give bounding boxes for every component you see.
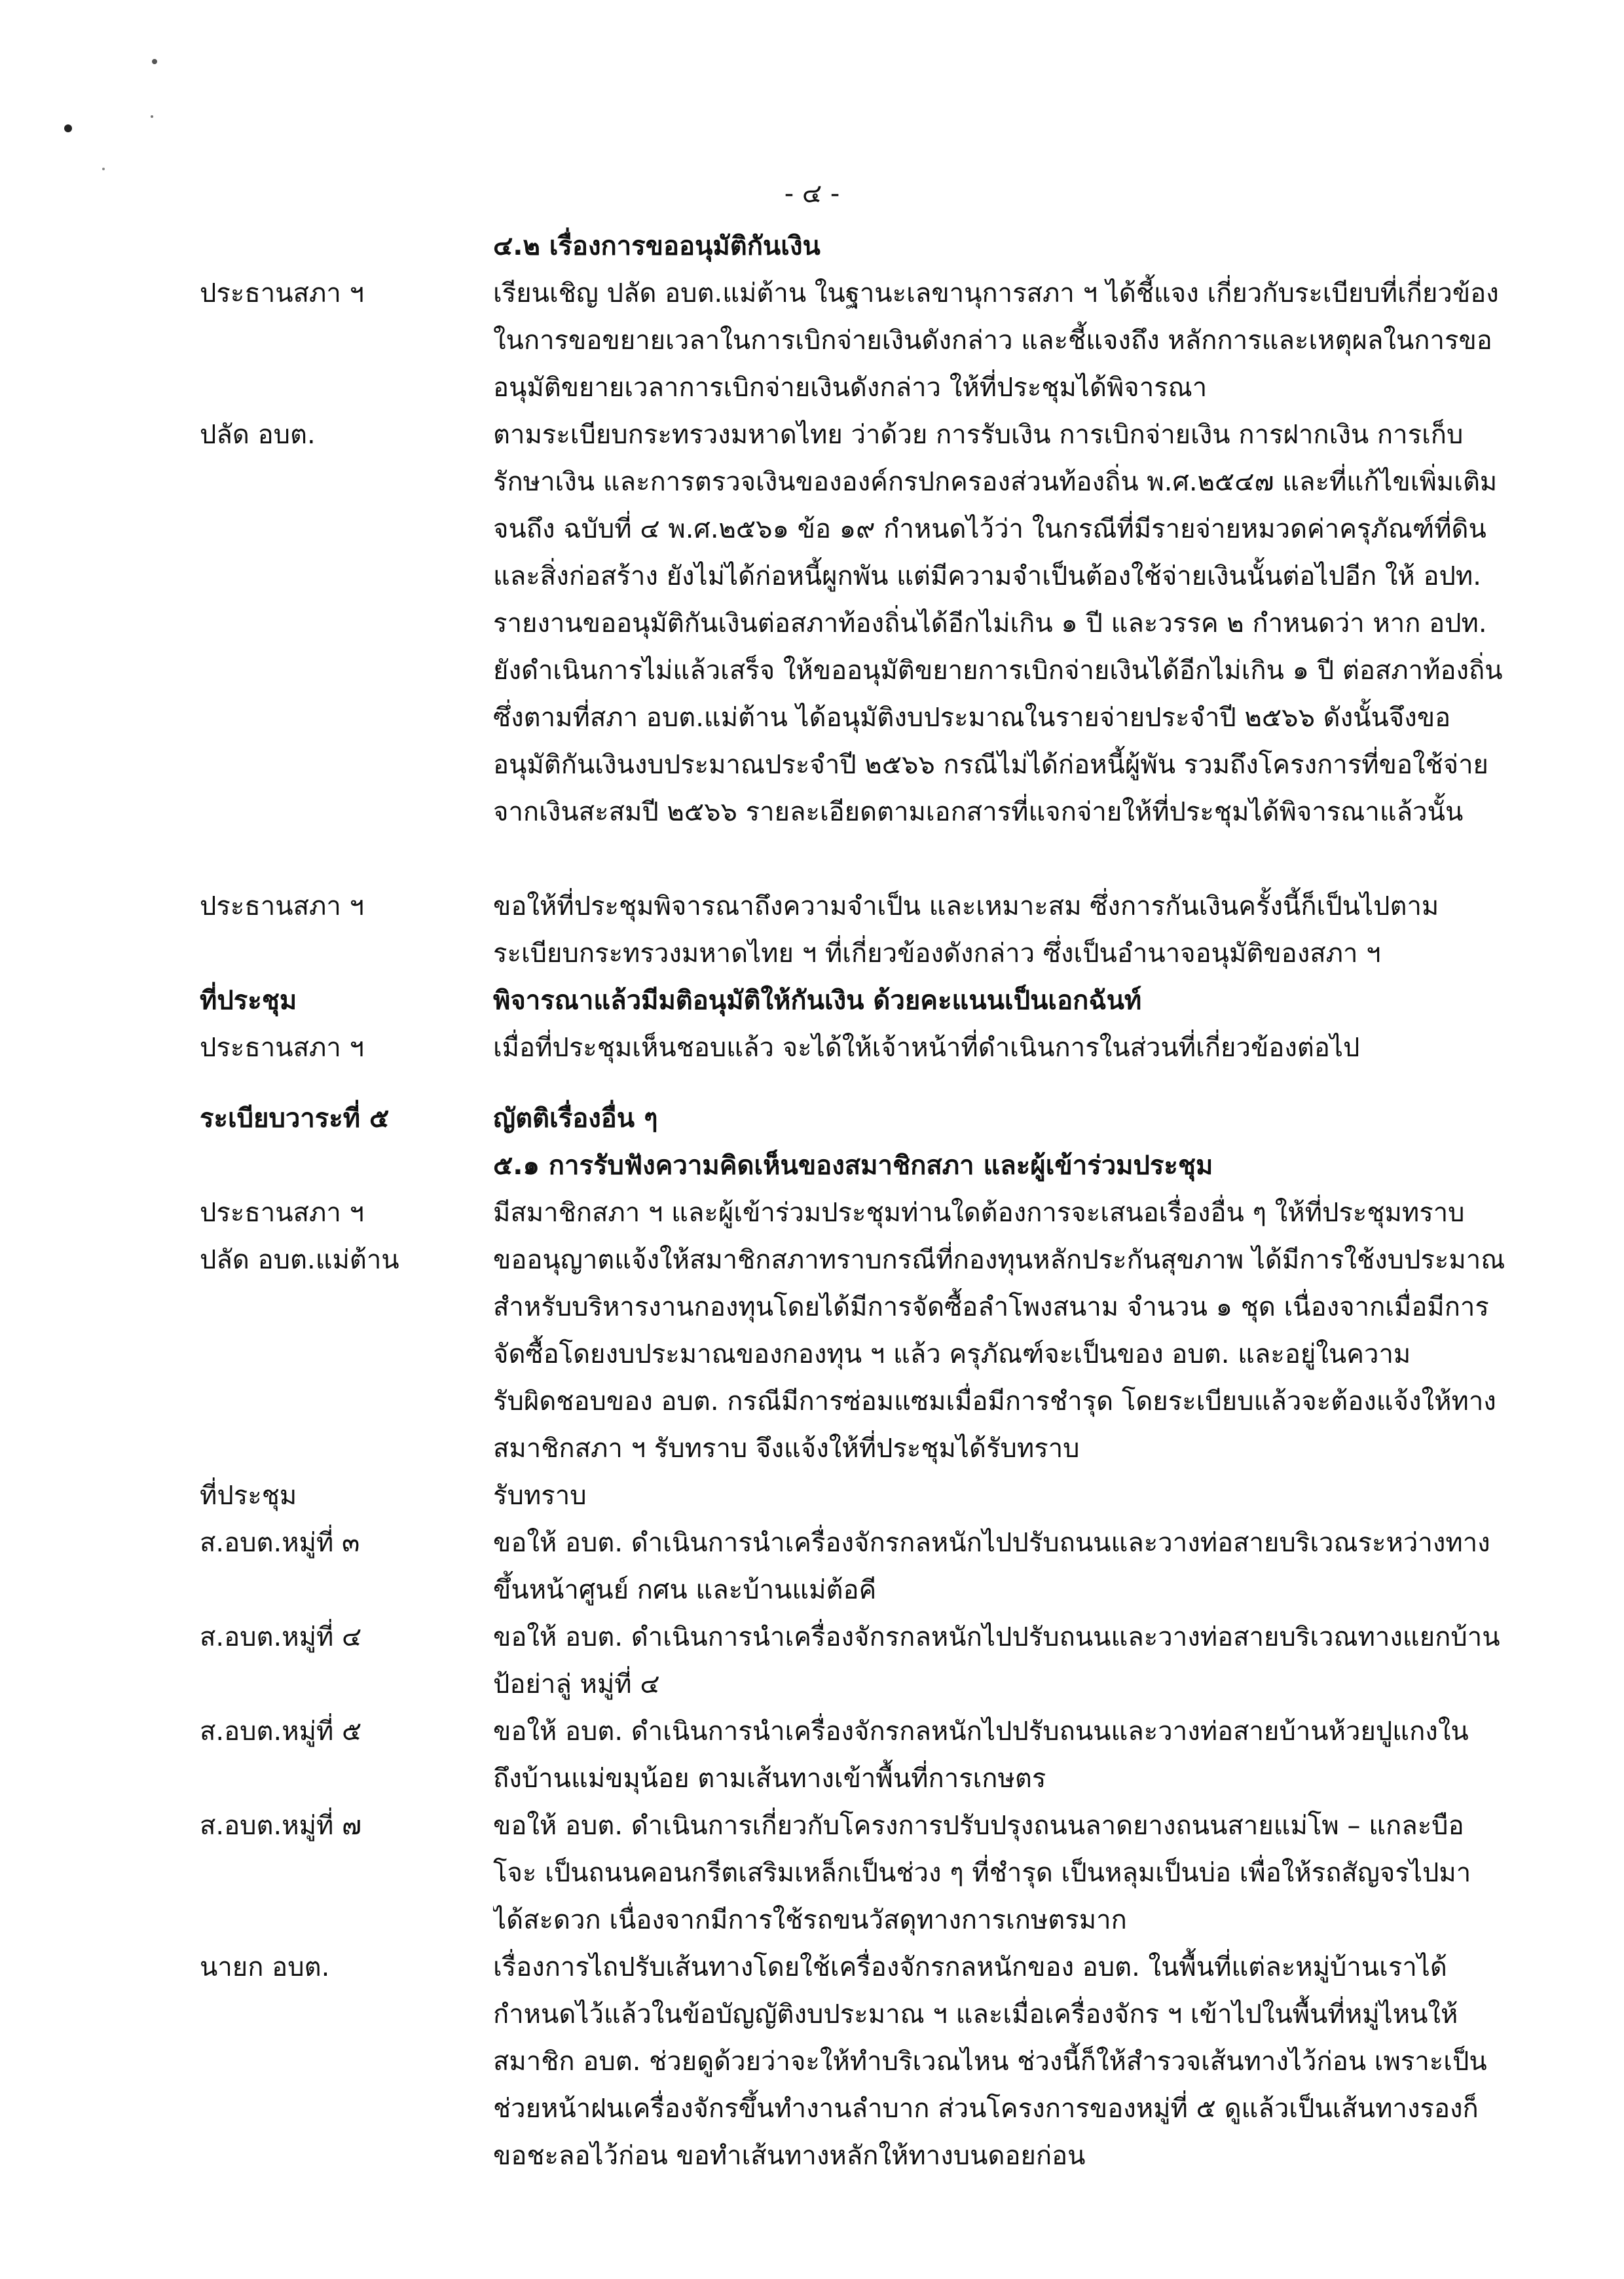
text-line: เรียนเชิญ ปลัด อบต.แม่ต้าน ในฐานะเลขานุการสภา ฯ ได้ชี้แจง เกี่ยวกับระเบียบที่เกี่ยวข้อง: [493, 278, 1499, 308]
text-line: ป้อย่าลู่ หมู่ที่ ๔: [493, 1669, 660, 1699]
text-line: ตามระเบียบกระทรวงมหาดไทย ว่าด้วย การรับเงิน การเบิกจ่ายเงิน การฝากเงิน การเก็บ: [493, 420, 1464, 450]
text-line: เมื่อที่ประชุมเห็นชอบแล้ว จะได้ให้เจ้าหน้าที่ดำเนินการในส่วนที่เกี่ยวข้องต่อไป: [493, 1033, 1360, 1063]
speaker-label: ระเบียบวาระที่ ๕: [200, 1103, 390, 1134]
entry-text: [493, 1708, 1521, 1802]
text-line: มีสมาชิกสภา ฯ และผู้เข้าร่วมประชุมท่านใดต้องการจะเสนอเรื่องอื่น ๆ ให้ที่ประชุมทราบ: [493, 1198, 1465, 1228]
text-line: กำหนดไว้แล้วในข้อบัญญัติงบประมาณ ฯ และเมื่อเครื่องจักร ฯ เข้าไปในพื้นที่หมู่ไหนให้: [493, 1999, 1458, 2029]
speaker-label: ประธานสภา ฯ: [200, 1033, 364, 1063]
entry-text: [493, 1095, 1521, 1142]
entry-text: [493, 1802, 1521, 1944]
speaker-label: ประธานสภา ฯ: [200, 278, 364, 308]
text-line: อนุมัติกันเงินงบประมาณประจำปี ๒๕๖๖ กรณีไม่ได้ก่อหนี้ผู้พัน รวมถึงโครงการที่ขอใช้จ่าย: [493, 750, 1488, 780]
text-line: ขอให้ อบต. ดำเนินการนำเครื่องจักรกลหนักไปปรับถนนและวางท่อสายบ้านห้วยปูแกงใน: [493, 1716, 1469, 1747]
speaker-label: ส.อบต.หมู่ที่ ๕: [200, 1716, 362, 1747]
speaker-label: ที่ประชุม: [200, 986, 297, 1016]
text-line: ขอให้ อบต. ดำเนินการนำเครื่องจักรกลหนักไปปรับถนนและวางท่อสายบริเวณระหว่างทาง: [493, 1528, 1490, 1558]
text-line: ได้สะดวก เนื่องจากมีการใช้รถขนวัสดุทางการเกษตรมาก: [493, 1905, 1127, 1935]
text-line: รับผิดชอบของ อบต. กรณีมีการซ่อมแซมเมื่อมีการชำรุด โดยระเบียบแล้วจะต้องแจ้งให้ทาง: [493, 1386, 1496, 1417]
text-line: ๔.๒ เรื่องการขออนุมัติกันเงิน: [493, 231, 821, 261]
text-line: ขอให้ที่ประชุมพิจารณาถึงความจำเป็น และเหมาะสม ซึ่งการกันเงินครั้งนี้ก็เป็นไปตาม: [493, 891, 1439, 921]
text-line: ซึ่งตามที่สภา อบต.แม่ต้าน ได้อนุมัติงบประมาณในรายจ่ายประจำปี ๒๕๖๖ ดังนั้นจึงขอ: [493, 703, 1451, 733]
entry-text: [493, 270, 1521, 411]
entry-text: [493, 1519, 1521, 1614]
scan-specks: [0, 0, 196, 196]
text-line: ถึงบ้านแม่ขมุน้อย ตามเส้นทางเข้าพื้นที่การเกษตร: [493, 1764, 1046, 1794]
speaker-label: ส.อบต.หมู่ที่ ๔: [200, 1622, 362, 1652]
speaker-label: ส.อบต.หมู่ที่ ๓: [200, 1528, 360, 1558]
entry-text: [493, 411, 1521, 836]
text-line: ในการขอขยายเวลาในการเบิกจ่ายเงินดังกล่าว และชี้แจงถึง หลักการและเหตุผลในการขอ: [493, 325, 1492, 356]
text-line: สำหรับบริหารงานกองทุนโดยได้มีการจัดซื้อลำโพงสนาม จำนวน ๑ ชุด เนื่องจากเมื่อมีการ: [493, 1292, 1489, 1322]
speaker-label: ปลัด อบต.แม่ต้าน: [200, 1245, 399, 1275]
text-line: จากเงินสะสมปี ๒๕๖๖ รายละเอียดตามเอกสารที่แจกจ่ายให้ที่ประชุมได้พิจารณาแล้วนั้น: [493, 797, 1464, 827]
text-line: ญัตติเรื่องอื่น ๆ: [493, 1103, 658, 1134]
text-line: พิจารณาแล้วมีมติอนุมัติให้กันเงิน ด้วยคะแนนเป็นเอกฉันท์: [493, 986, 1142, 1016]
text-line: และสิ่งก่อสร้าง ยังไม่ได้ก่อหนี้ผูกพัน แต่มีความจำเป็นต้องใช้จ่ายเงินนั้นต่อไปอีก ให้ อปท.: [493, 561, 1481, 591]
text-line: สมาชิก อบต. ช่วยดูด้วยว่าจะให้ทำบริเวณไหน ช่วงนี้ก็ให้สำรวจเส้นทางไว้ก่อน เพราะเป็น: [493, 2047, 1487, 2077]
text-line: ขอให้ อบต. ดำเนินการนำเครื่องจักรกลหนักไปปรับถนนและวางท่อสายบริเวณทางแยกบ้าน: [493, 1622, 1500, 1652]
text-line: รักษาเงิน และการตรวจเงินขององค์กรปกครองส่วนท้องถิ่น พ.ศ.๒๕๔๗ และที่แก้ไขเพิ่มเติม: [493, 467, 1498, 497]
entry-text: [493, 883, 1521, 977]
entry-text: [493, 1142, 1521, 1189]
entry-text: [493, 1236, 1521, 1472]
text-line: ขออนุญาตแจ้งให้สมาชิกสภาทราบกรณีที่กองทุนหลักประกันสุขภาพ ได้มีการใช้งบประมาณ: [493, 1245, 1505, 1275]
entry-text: [493, 977, 1521, 1024]
text-line: รายงานขออนุมัติกันเงินต่อสภาท้องถิ่นได้อีกไม่เกิน ๑ ปี และวรรค ๒ กำหนดว่า หาก อปท.: [493, 608, 1487, 639]
text-line: ขอให้ อบต. ดำเนินการเกี่ยวกับโครงการปรับปรุงถนนลาดยางถนนสายแม่โพ – แกละบือ: [493, 1811, 1464, 1841]
text-line: ระเบียบกระทรวงมหาดไทย ฯ ที่เกี่ยวข้องดังกล่าว ซึ่งเป็นอำนาจอนุมัติของสภา ฯ: [493, 938, 1381, 969]
page-number: - ๔ -: [784, 179, 840, 209]
entry-text: [493, 1024, 1521, 1071]
speaker-label: ประธานสภา ฯ: [200, 891, 364, 921]
speaker-label: ที่ประชุม: [200, 1481, 297, 1511]
text-line: ขอชะลอไว้ก่อน ขอทำเส้นทางหลักให้ทางบนดอยก่อน: [493, 2141, 1086, 2171]
entry-text: [493, 1189, 1521, 1236]
text-line: จนถึง ฉบับที่ ๔ พ.ศ.๒๕๖๑ ข้อ ๑๙ กำหนดไว้ว่า ในกรณีที่มีรายจ่ายหมวดค่าครุภัณฑ์ที่ดิน: [493, 514, 1486, 544]
text-line: รับทราบ: [493, 1481, 587, 1511]
speaker-label: ปลัด อบต.: [200, 420, 316, 450]
text-line: อนุมัติขยายเวลาการเบิกจ่ายเงินดังกล่าว ให้ที่ประชุมได้พิจารณา: [493, 373, 1208, 403]
speaker-label: ประธานสภา ฯ: [200, 1198, 364, 1228]
entry-text: [493, 1472, 1521, 1519]
entry-text: [493, 1614, 1521, 1708]
text-line: ขึ้นหน้าศูนย์ กศน และบ้านแม่ต้อคี: [493, 1575, 877, 1605]
text-line: ช่วยหน้าฝนเครื่องจักรขึ้นทำงานลำบาก ส่วนโครงการของหมู่ที่ ๕ ดูแล้วเป็นเส้นทางรองก็: [493, 2094, 1479, 2124]
text-line: โจะ เป็นถนนคอนกรีตเสริมเหล็กเป็นช่วง ๆ ที่ชำรุด เป็นหลุมเป็นบ่อ เพื่อให้รถสัญจรไปมา: [493, 1858, 1471, 1888]
speaker-label: ส.อบต.หมู่ที่ ๗: [200, 1811, 362, 1841]
text-line: ๕.๑ การรับฟังความคิดเห็นของสมาชิกสภา และผู้เข้าร่วมประชุม: [493, 1151, 1213, 1181]
entry-text: [493, 1944, 1521, 2179]
text-line: สมาชิกสภา ฯ รับทราบ จึงแจ้งให้ที่ประชุมได้รับทราบ: [493, 1434, 1080, 1464]
text-line: เรื่องการไถปรับเส้นทางโดยใช้เครื่องจักรกลหนักของ อบต. ในพื้นที่แต่ละหมู่บ้านเราได้: [493, 1952, 1447, 1982]
text-line: จัดซื้อโดยงบประมาณของกองทุน ฯ แล้ว ครุภัณฑ์จะเป็นของ อบต. และอยู่ในความ: [493, 1339, 1411, 1369]
speaker-label: นายก อบต.: [200, 1952, 330, 1982]
entry-text: [493, 223, 1521, 270]
text-line: ยังดำเนินการไม่แล้วเสร็จ ให้ขออนุมัติขยายการเบิกจ่ายเงินได้อีกไม่เกิน ๑ ปี ต่อสภาท้องถิ่น: [493, 656, 1503, 686]
